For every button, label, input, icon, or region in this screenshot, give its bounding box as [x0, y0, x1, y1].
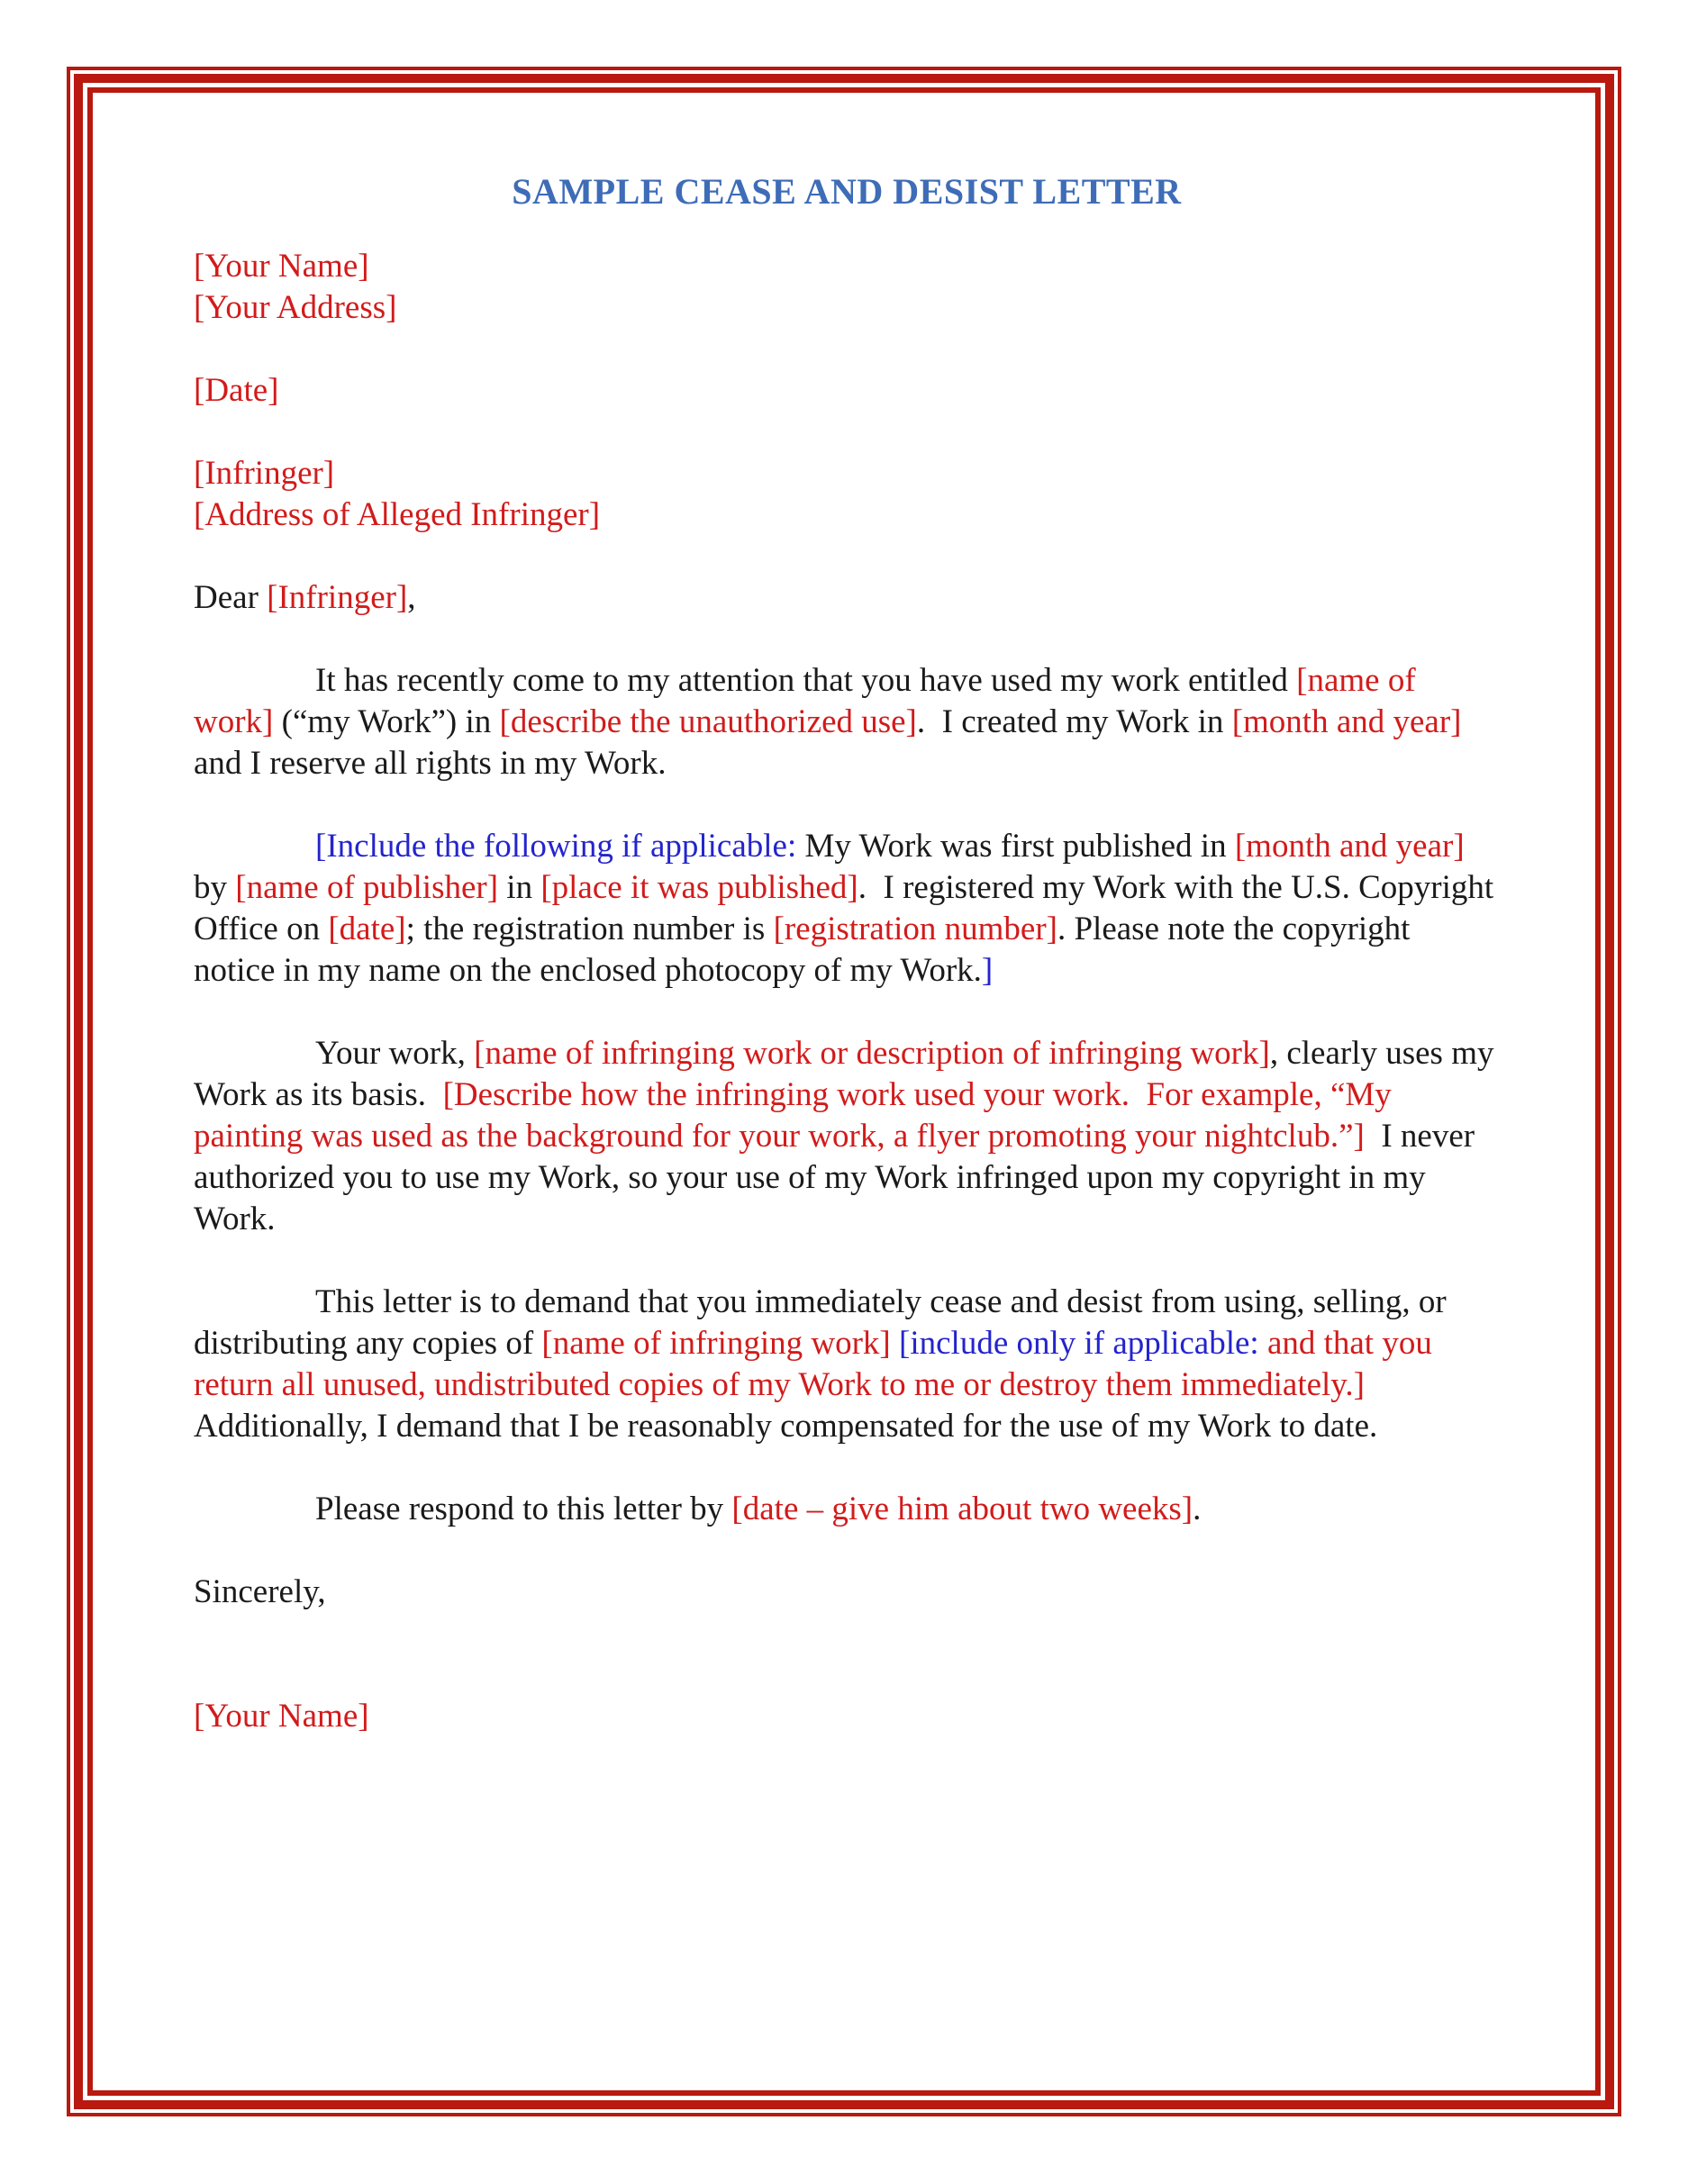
text-segment-red: [place it was published]	[540, 869, 858, 906]
text-segment-red: [month and year]	[1234, 828, 1465, 865]
text-segment-red: [Infringer]	[194, 455, 335, 492]
paragraph-1	[194, 660, 1500, 784]
text-segment-black: It has recently come to my attention that you have used my work entitled	[315, 662, 1297, 699]
text-segment-blue: [Include the following if applicable:	[315, 828, 797, 865]
decorative-border-outer	[67, 67, 1621, 2116]
text-segment-red: [Describe how the infringing work used your work. For example, “My painting was used as the background for your work, a flyer promoting your nightclub.”]	[194, 1076, 1401, 1155]
text-segment-red: [Your Name]	[194, 248, 369, 285]
text-segment-black: by	[194, 828, 1473, 906]
text-segment-red: [Your Address]	[194, 289, 397, 326]
paragraph-3	[194, 1033, 1500, 1240]
text-segment-red: [Address of Alleged Infringer]	[194, 496, 601, 533]
text-segment-black: (“my Work”) in	[273, 703, 500, 740]
text-segment-black	[891, 1325, 899, 1362]
text-segment-black: and I reserve all rights in my Work.	[194, 703, 1470, 782]
text-segment-black: My Work was first published in	[796, 828, 1235, 865]
text-segment-red: [registration number]	[773, 911, 1057, 947]
closing	[194, 1572, 1500, 1613]
text-segment-black: . Please note the copyright notice in my name on the enclosed photocopy of my Work.	[194, 911, 1419, 989]
text-segment-red: [Date]	[194, 372, 279, 409]
paragraph-2	[194, 826, 1500, 992]
text-segment-red: [name of publisher]	[235, 869, 499, 906]
text-segment-black: Dear	[194, 579, 268, 616]
text-segment-red: [date – give him about two weeks]	[731, 1491, 1193, 1527]
text-segment-black: I never authorized you to use my Work, so your use of my Work infringed upon my copyright in my Work.	[194, 1118, 1484, 1237]
text-segment-black: Please respond to this letter by	[315, 1491, 732, 1527]
text-segment-blue: [include only if applicable:	[899, 1325, 1259, 1362]
text-segment-red: [date]	[328, 911, 406, 947]
text-segment-black: This letter is to demand that you immediately cease and desist from using, selling, or distributing any copies of	[194, 1283, 1455, 1362]
text-segment-red: [Your Name]	[194, 1698, 369, 1735]
letter-title: SAMPLE CEASE AND DESIST LETTER	[512, 171, 1182, 212]
signature	[194, 1696, 1500, 1737]
letter-blocks	[194, 246, 1500, 1737]
text-segment-black: ,	[407, 579, 416, 616]
text-segment-black: in	[498, 869, 541, 906]
sender-block	[194, 246, 1500, 329]
text-segment-blue: ]	[981, 952, 994, 989]
text-segment-red: [describe the unauthorized use]	[499, 703, 917, 740]
text-segment-red: and that you return all unused, undistributed copies of my Work to me or destroy them immediately.]	[194, 1325, 1441, 1403]
salutation	[194, 577, 1500, 619]
text-segment-black: Sincerely,	[194, 1573, 326, 1610]
paragraph-4	[194, 1282, 1500, 1447]
text-segment-red: [name of work]	[194, 662, 1424, 740]
text-segment-red: [month and year]	[1231, 703, 1462, 740]
text-segment-red: [name of infringing work]	[541, 1325, 891, 1362]
letter-body	[93, 93, 1595, 2090]
paragraph-5	[194, 1489, 1500, 1530]
text-segment-red: [name of infringing work or description of infringing work]	[474, 1035, 1270, 1072]
decorative-border-middle	[74, 74, 1614, 2109]
text-segment-black: Your work,	[315, 1035, 475, 1072]
text-segment-black: Additionally, I demand that I be reasonably compensated for the use of my Work to date.	[194, 1366, 1378, 1445]
text-segment-black: . I registered my Work with the U.S. Copyright Office on	[194, 869, 1502, 947]
text-segment-black: .	[1193, 1491, 1202, 1527]
date-line	[194, 370, 1500, 412]
text-segment-black: . I created my Work in	[916, 703, 1232, 740]
text-segment-red: [Infringer]	[267, 579, 408, 616]
text-segment-black: ; the registration number is	[405, 911, 774, 947]
recipient-block	[194, 453, 1500, 536]
text-segment-black: , clearly uses my Work as its basis.	[194, 1035, 1502, 1113]
decorative-border-inner	[87, 87, 1601, 2096]
